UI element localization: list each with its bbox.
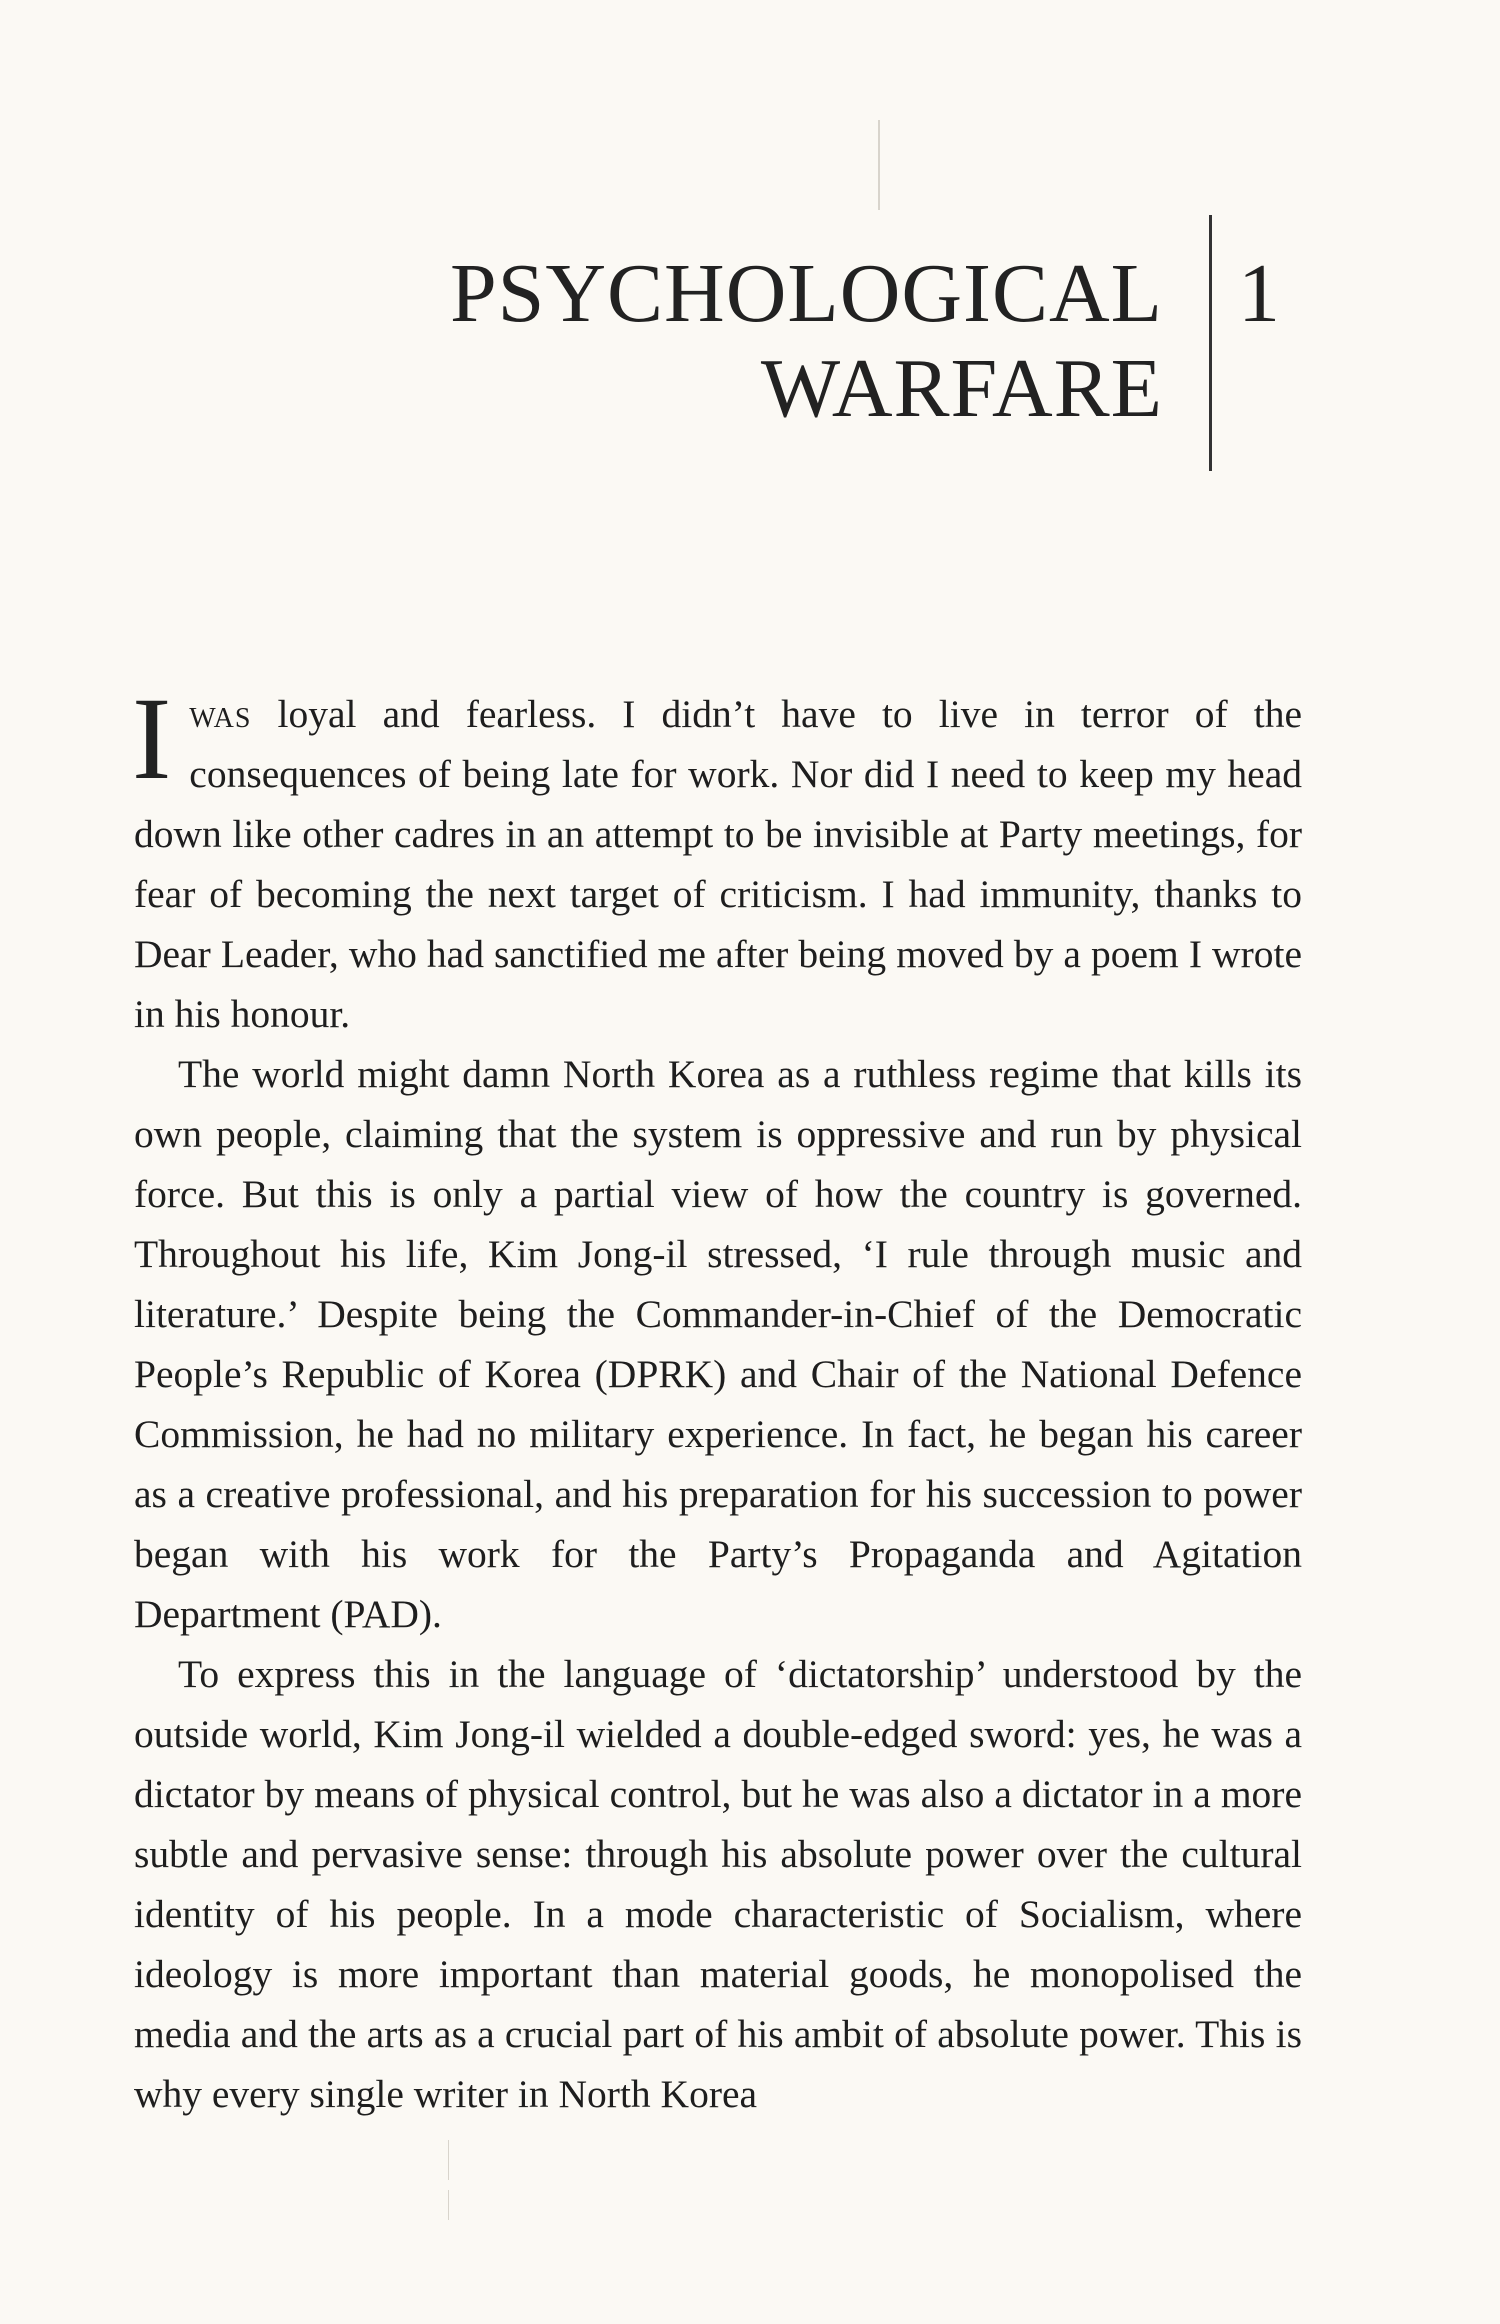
scan-artifact <box>448 2140 449 2180</box>
paragraph-1-text: loyal and fearless. I didn’t have to live in terror of the consequences of being late for work. Nor did I need to keep my head down like other cadres in an attempt to be invisible at Party meetings, for fear of becoming the next target of criticism. I had immunity, thanks to Dear Leader, who had sanctified me after being moved by a poem I wrote in his honour. <box>134 692 1302 1036</box>
paragraph-2: The world might damn North Korea as a ruthless regime that kills its own people, claiming that the system is oppressive and run by physical force. But this is only a partial view of how the country is governed. Throughout his life, Kim Jong-il stressed, ‘I rule through music and literature.’ Despite being the Commander-in-Chief of the Democratic People’s Republic of Korea (DPRK) and Chair of the National Defence Commission, he had no military experience. In fact, he began his career as a creative professional, and his preparation for his succession to power began with his work for the Party’s Propaganda and Agitation Department (PAD). <box>134 1052 1302 1636</box>
paragraph-3: To express this in the language of ‘dictatorship’ understood by the outside world, Kim Jong-il wielded a double-edged sword: yes, he was a dictator by means of physical control, but he was also a dictator in a more subtle and pervasive sense: through his absolute power over the cultural identity of his people. In a mode characteristic of Socialism, where ideology is more important than material goods, he monopolised the media and the arts as a crucial part of his ambit of absolute power. This is why every single writer in North Korea <box>134 1652 1302 2116</box>
chapter-title-line-1: PSYCHOLOGICAL <box>449 247 1163 340</box>
scan-artifact <box>878 120 880 210</box>
opening-small-caps: was <box>189 692 252 736</box>
chapter-title-line-2: WARFARE <box>760 342 1163 435</box>
chapter-divider <box>1209 215 1212 471</box>
scan-artifact <box>448 2190 449 2220</box>
chapter-body <box>132 673 1302 2124</box>
drop-cap: I <box>132 673 172 804</box>
chapter-number: 1 <box>1238 247 1280 340</box>
chapter-title <box>450 246 1163 436</box>
paragraph-1 <box>132 673 1302 1044</box>
